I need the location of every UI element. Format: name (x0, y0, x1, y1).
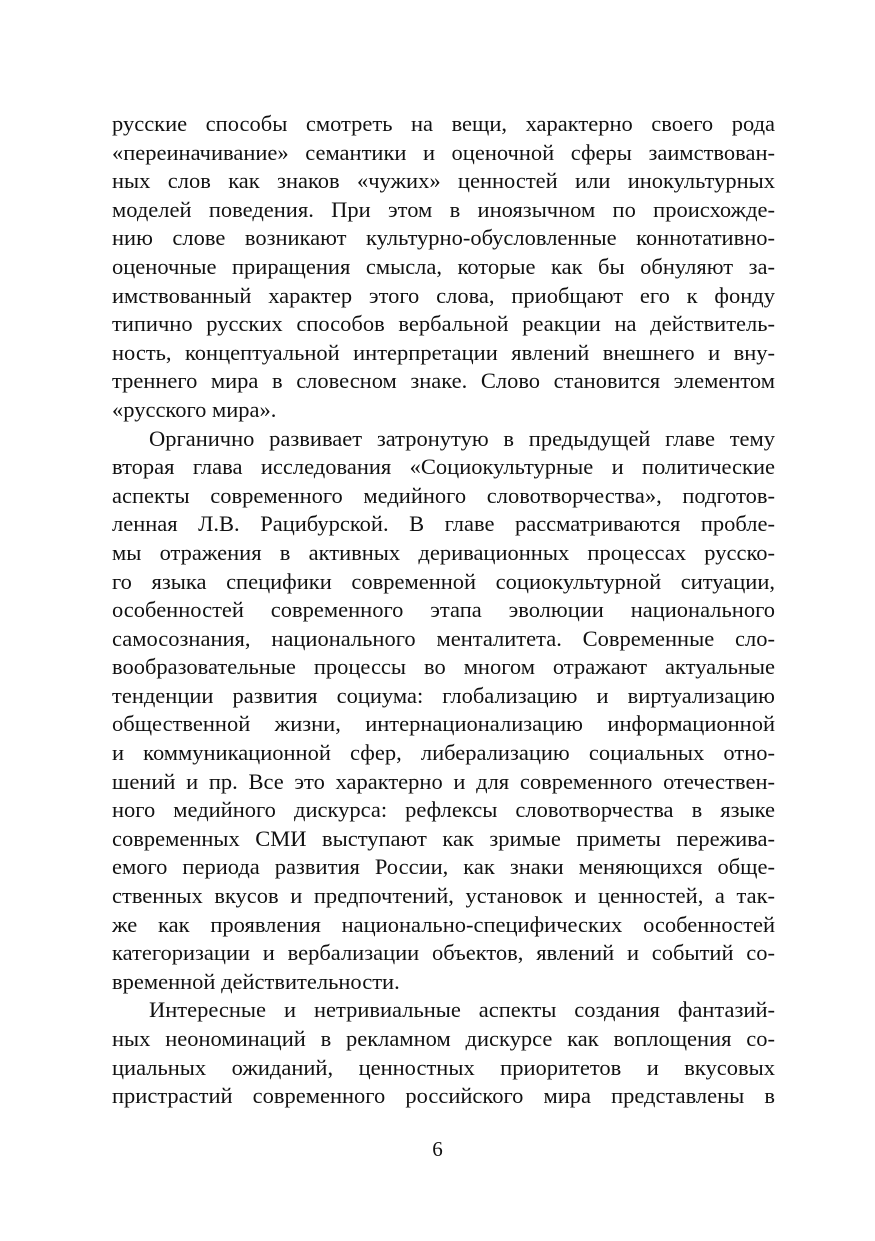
page-number: 6 (432, 1137, 443, 1161)
text-line: оценочные приращения смысла, которые как бы обнуляют за- (112, 253, 775, 279)
text-line: типично русских способов вербальной реакции на действитель- (112, 311, 775, 337)
text-line: ных слов как знаков «чужих» ценностей или инокультурных (112, 168, 775, 194)
text-line: циальных ожиданий, ценностных приоритетов и вкусовых (112, 1054, 775, 1080)
text-line: мы отражения в активных деривационных процессах русско- (112, 539, 775, 565)
text-line: моделей поведения. При этом в иноязычном по происхожде- (112, 196, 775, 222)
text-line: го языка специфики современной социокультурной ситуации, (112, 568, 775, 594)
text-line: ного медийного дискурса: рефлексы словотворчества в языке (112, 797, 775, 823)
body-text (112, 110, 775, 1111)
text-line: ных неономинаций в рекламном дискурсе как воплощения со- (112, 1026, 775, 1051)
text-line: и коммуникационной сфер, либерализацию социальных отно- (112, 740, 775, 766)
text-line: «русского мира». (112, 396, 277, 422)
text-line: ность, концептуальной интерпретации явлений внешнего и вну- (112, 339, 775, 365)
text-line: шений и пр. Все это характерно и для современного отечествен- (112, 768, 775, 794)
text-line: треннего мира в словесном знаке. Слово становится элементом (112, 368, 775, 394)
text-line: вообразовательные процессы во многом отражают актуальные (112, 654, 775, 680)
text-line: русские способы смотреть на вещи, характерно своего рода (112, 111, 775, 136)
text-line: самосознания, национального менталитета. Современные сло- (112, 625, 775, 651)
text-line: современных СМИ выступают как зримые приметы пережива- (112, 825, 775, 851)
text-line: же как проявления национально-специфических особенностей (112, 911, 775, 937)
text-line: «переиначивание» семантики и оценочной сферы заимствован- (112, 139, 775, 165)
text-line: нию слове возникают культурно-обусловленные коннотативно- (112, 225, 775, 251)
text-line: имствованный характер этого слова, приобщают его к фонду (112, 282, 775, 308)
text-line: общественной жизни, интернационализацию информационной (112, 711, 775, 737)
text-line: вторая глава исследования «Социокультурные и политические (112, 454, 775, 480)
text-line: емого периода развития России, как знаки меняющихся обще- (112, 854, 775, 880)
text-line: тенденции развития социума: глобализацию и виртуализацию (112, 682, 775, 708)
text-line: ственных вкусов и предпочтений, установок и ценностей, а так- (112, 883, 775, 909)
text-line: пристрастий современного российского мира представлены в (112, 1083, 775, 1109)
text-line: ленная Л.В. Рацибурской. В главе рассматриваются пробле- (112, 511, 775, 537)
text-line: Органично развивает затронутую в предыдущей главе тему (149, 425, 775, 451)
text-line: временной действительности. (112, 968, 400, 994)
text-line: особенностей современного этапа эволюции национального (112, 597, 775, 623)
text-line: категоризации и вербализации объектов, явлений и событий со- (112, 940, 775, 966)
text-line: Интересные и нетривиальные аспекты создания фантазий- (149, 997, 775, 1023)
text-line: аспекты современного медийного словотворчества», подготов- (112, 482, 775, 508)
